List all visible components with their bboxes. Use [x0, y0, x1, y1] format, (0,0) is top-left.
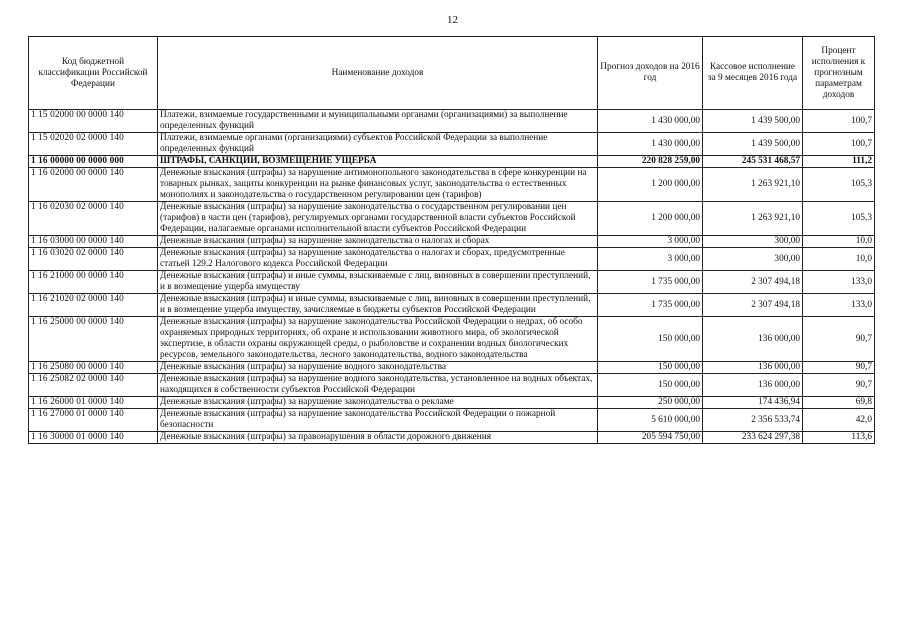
table-row — [29, 271, 875, 294]
table-row — [29, 374, 875, 397]
row-execution: 2 356 533,74 — [703, 409, 803, 432]
row-execution: 1 263 921,10 — [703, 202, 803, 236]
row-forecast: 205 594 750,00 — [598, 432, 703, 444]
row-name: Платежи, взимаемые органами (организациями) субъектов Российской Федерации за выполнение определенных функций — [158, 133, 598, 156]
table-row — [29, 294, 875, 317]
row-code: 1 16 02000 00 0000 140 — [29, 168, 158, 202]
row-name: Денежные взыскания (штрафы) и иные суммы, взыскиваемые с лиц, виновных в совершении преступлений, и в возмещение ущерба имуществу, зачисляемые в бюджеты субъектов Российской Федерации — [158, 294, 598, 317]
row-execution: 2 307 494,18 — [703, 294, 803, 317]
row-forecast: 1 735 000,00 — [598, 271, 703, 294]
row-percent: 100,7 — [803, 133, 875, 156]
row-name: Денежные взыскания (штрафы) за нарушение водного законодательства, установленное на водных объектах, находящихся в собственности субъектов Российской Федерации — [158, 374, 598, 397]
row-name: Денежные взыскания (штрафы) и иные суммы, взыскиваемые с лиц, виновных в совершении преступлений, и в возмещение ущерба имуществу — [158, 271, 598, 294]
row-forecast: 250 000,00 — [598, 397, 703, 409]
header-code: Код бюджетной классификации Российской Федерации — [29, 37, 158, 110]
row-name: Денежные взыскания (штрафы) за нарушение законодательства Российской Федерации о недрах, об особо охраняемых природных территориях, об охране и использовании животного мира, об экологической экспертизе, в области охраны окружающей среды, о рыболовстве и сохранении водных биологических ресурсов, земельного законодательства, лесного законодательства, водного законодательства — [158, 317, 598, 362]
table-row — [29, 409, 875, 432]
row-percent: 90,7 — [803, 362, 875, 374]
row-name: Денежные взыскания (штрафы) за нарушение законодательства о государственном регулировании цен (тарифов) в части цен (тарифов), регулируемых органами государственной власти субъектов Российской Федерации, налагаемые органами исполнительной власти субъектов Российской Федерации — [158, 202, 598, 236]
row-code: 1 15 02020 02 0000 140 — [29, 133, 158, 156]
row-execution: 233 624 297,38 — [703, 432, 803, 444]
row-percent: 113,6 — [803, 432, 875, 444]
row-name: Денежные взыскания (штрафы) за нарушение антимонопольного законодательства в сфере конкуренции на товарных рынках, защиты конкуренции на рынке финансовых услуг, законодательства о естественных монополиях и законодательства о государственном регулировании цен (тарифов) — [158, 168, 598, 202]
row-code: 1 16 03000 00 0000 140 — [29, 236, 158, 248]
header-forecast: Прогноз доходов на 2016 год — [598, 37, 703, 110]
table-row — [29, 133, 875, 156]
row-name: Денежные взыскания (штрафы) за нарушение законодательства о налогах и сборах — [158, 236, 598, 248]
row-percent: 100,7 — [803, 110, 875, 133]
row-execution: 1 439 500,00 — [703, 110, 803, 133]
row-code: 1 16 21000 00 0000 140 — [29, 271, 158, 294]
row-code: 1 16 26000 01 0000 140 — [29, 397, 158, 409]
row-percent: 105,3 — [803, 168, 875, 202]
header-execution: Кассовое исполнение за 9 месяцев 2016 года — [703, 37, 803, 110]
budget-revenue-table — [28, 36, 875, 444]
row-forecast: 1 200 000,00 — [598, 202, 703, 236]
table-body — [29, 110, 875, 444]
table-row — [29, 317, 875, 362]
row-execution: 136 000,00 — [703, 362, 803, 374]
row-percent: 90,7 — [803, 374, 875, 397]
row-name: Денежные взыскания (штрафы) за нарушение водного законодательства — [158, 362, 598, 374]
row-percent: 10,0 — [803, 236, 875, 248]
row-name: ШТРАФЫ, САНКЦИИ, ВОЗМЕЩЕНИЕ УЩЕРБА — [158, 156, 598, 168]
row-percent: 111,2 — [803, 156, 875, 168]
row-execution: 136 000,00 — [703, 317, 803, 362]
table-header-row — [29, 37, 875, 110]
row-execution: 245 531 468,57 — [703, 156, 803, 168]
row-code: 1 16 25082 02 0000 140 — [29, 374, 158, 397]
row-name: Денежные взыскания (штрафы) за нарушение законодательства Российской Федерации о пожарной безопасности — [158, 409, 598, 432]
row-percent: 133,0 — [803, 271, 875, 294]
table-row — [29, 110, 875, 133]
table-row — [29, 236, 875, 248]
row-forecast: 1 430 000,00 — [598, 110, 703, 133]
row-code: 1 16 25080 00 0000 140 — [29, 362, 158, 374]
table-row — [29, 397, 875, 409]
table-row — [29, 432, 875, 444]
row-forecast: 3 000,00 — [598, 236, 703, 248]
row-code: 1 16 03020 02 0000 140 — [29, 248, 158, 271]
row-code: 1 16 25000 00 0000 140 — [29, 317, 158, 362]
row-percent: 90,7 — [803, 317, 875, 362]
row-percent: 105,3 — [803, 202, 875, 236]
row-name: Денежные взыскания (штрафы) за нарушение законодательства о налогах и сборах, предусмотренные статьей 129.2 Налогового кодекса Российской Федерации — [158, 248, 598, 271]
row-execution: 300,00 — [703, 248, 803, 271]
row-percent: 42,0 — [803, 409, 875, 432]
table-row — [29, 202, 875, 236]
row-execution: 1 263 921,10 — [703, 168, 803, 202]
row-forecast: 1 735 000,00 — [598, 294, 703, 317]
row-name: Денежные взыскания (штрафы) за правонарушения в области дорожного движения — [158, 432, 598, 444]
row-forecast: 150 000,00 — [598, 362, 703, 374]
table-row — [29, 168, 875, 202]
row-forecast: 150 000,00 — [598, 317, 703, 362]
row-code: 1 16 21020 02 0000 140 — [29, 294, 158, 317]
row-forecast: 1 200 000,00 — [598, 168, 703, 202]
row-name: Платежи, взимаемые государственными и муниципальными органами (организациями) за выполнение определенных функций — [158, 110, 598, 133]
row-forecast: 3 000,00 — [598, 248, 703, 271]
row-forecast: 1 430 000,00 — [598, 133, 703, 156]
row-execution: 174 436,94 — [703, 397, 803, 409]
row-code: 1 16 00000 00 0000 000 — [29, 156, 158, 168]
row-code: 1 16 30000 01 0000 140 — [29, 432, 158, 444]
row-forecast: 220 828 259,00 — [598, 156, 703, 168]
row-percent: 10,0 — [803, 248, 875, 271]
table-row — [29, 362, 875, 374]
row-execution: 136 000,00 — [703, 374, 803, 397]
row-percent: 69,8 — [803, 397, 875, 409]
table-row — [29, 248, 875, 271]
row-code: 1 15 02000 00 0000 140 — [29, 110, 158, 133]
row-percent: 133,0 — [803, 294, 875, 317]
row-forecast: 150 000,00 — [598, 374, 703, 397]
row-forecast: 5 610 000,00 — [598, 409, 703, 432]
table-row — [29, 156, 875, 168]
row-execution: 2 307 494,18 — [703, 271, 803, 294]
row-name: Денежные взыскания (штрафы) за нарушение законодательства о рекламе — [158, 397, 598, 409]
header-name: Наименование доходов — [158, 37, 598, 110]
row-code: 1 16 27000 01 0000 140 — [29, 409, 158, 432]
header-percent: Процент исполнения к прогнозным параметрам доходов — [803, 37, 875, 110]
page-number: 12 — [447, 14, 458, 26]
row-code: 1 16 02030 02 0000 140 — [29, 202, 158, 236]
row-execution: 1 439 500,00 — [703, 133, 803, 156]
row-execution: 300,00 — [703, 236, 803, 248]
